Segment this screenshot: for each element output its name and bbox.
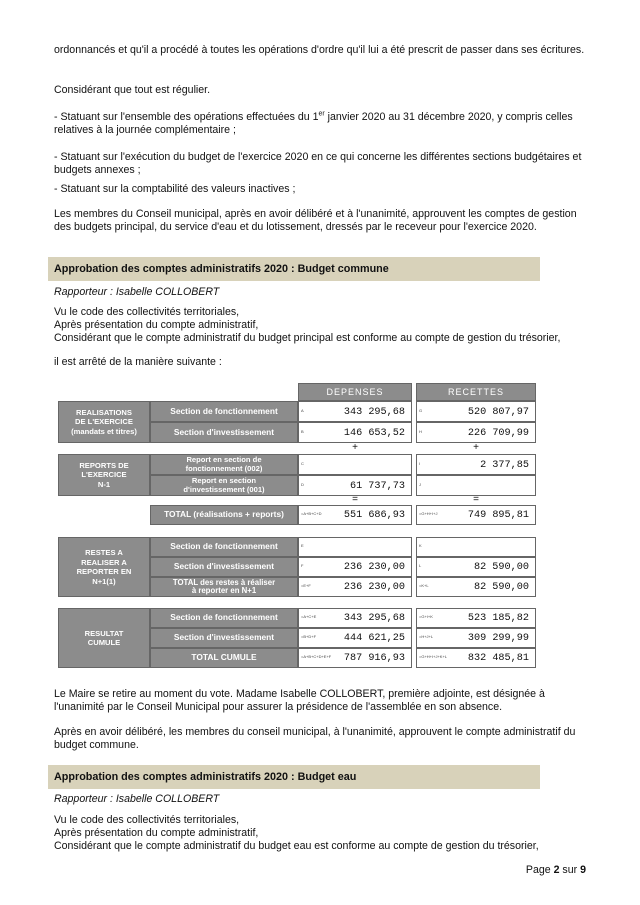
equals-depenses: = — [352, 494, 358, 505]
cell-total-recettes: =G+H+I+J 749 895,81 — [416, 505, 536, 525]
intro-2: Vu le code des collectivités territoriales, Après présentation du compte administratif, Considérant que le compte administratif du budget eau est conforme au compte de gestion du trésorier, — [54, 814, 539, 853]
label-g4-investissement: Section d'investissement — [150, 628, 298, 648]
cell-g1-fonct-depenses: A 343 295,68 — [298, 401, 412, 422]
cell-g4-fonct-recettes: =G+I+K 523 185,82 — [416, 608, 536, 628]
cell-g4-total-recettes: =G+H+I+J+K+L 832 485,81 — [416, 648, 536, 668]
cell-g4-invest-depenses: =B+D+F 444 621,25 — [298, 628, 412, 648]
paragraph-statuant-valeurs: - Statuant sur la comptabilité des valeurs inactives ; — [54, 183, 296, 195]
arrete-text: il est arrêté de la manière suivante : — [54, 356, 222, 368]
cell-g4-total-depenses: =A+B+C+D+E+F 787 916,93 — [298, 648, 412, 668]
paragraph-regulier: Considérant que tout est régulier. — [54, 84, 211, 96]
header-depenses: DEPENSES — [298, 383, 412, 401]
plus-depenses: + — [352, 442, 358, 453]
cell-g2-fonct-depenses: C — [298, 454, 412, 475]
paragraph-statuant-execution: - Statuant sur l'exécution du budget de l'exercice 2020 en ce qui concerne les différentes sections budgétaires et budgets annexes ; — [54, 151, 582, 177]
label-total-realisations-reports: TOTAL (réalisations + reports) — [150, 505, 298, 525]
cell-g1-invest-depenses: B 146 653,52 — [298, 422, 412, 443]
cell-g4-fonct-depenses: =A+C+E 343 295,68 — [298, 608, 412, 628]
label-g3-fonctionnement: Section de fonctionnement — [150, 537, 298, 557]
cell-g3-invest-recettes: L 82 590,00 — [416, 557, 536, 577]
intro-1: Vu le code des collectivités territoriales, Après présentation du compte administratif, Considérant que le compte administratif du budget principal est conforme au compte de gestion du trésorier, — [54, 306, 561, 345]
cell-total-depenses: =A+B+C+D 551 686,93 — [298, 505, 412, 525]
cell-g3-fonct-recettes: K — [416, 537, 536, 557]
cell-g2-invest-depenses: D 61 737,73 — [298, 475, 412, 496]
label-g1-fonctionnement: Section de fonctionnement — [150, 401, 298, 422]
label-g1-investissement: Section d'investissement — [150, 422, 298, 443]
cell-g4-invest-recettes: =H+J+L 309 299,99 — [416, 628, 536, 648]
cell-g3-total-depenses: =E+F 236 230,00 — [298, 577, 412, 597]
cell-g2-invest-recettes: J — [416, 475, 536, 496]
group-reports: REPORTS DE L'EXERCICE N-1 — [58, 454, 150, 496]
label-g4-total-cumule: TOTAL CUMULE — [150, 648, 298, 668]
label-g4-fonctionnement: Section de fonctionnement — [150, 608, 298, 628]
group-resultat-cumule: RESULTAT CUMULE — [58, 608, 150, 668]
rapporteur-2: Rapporteur : Isabelle COLLOBERT — [54, 793, 220, 805]
section-title-budget-eau: Approbation des comptes administratifs 2020 : Budget eau — [48, 765, 540, 789]
paragraph-statuant-operations: - Statuant sur l'ensemble des opérations effectuées du 1er janvier 2020 au 31 décembre 2020, y compris celles relatives à la journée complémentaire ; — [54, 110, 573, 137]
label-g2-report-fonctionnement: Report en section de fonctionnement (002) — [150, 454, 298, 475]
cell-g1-invest-recettes: H 226 709,99 — [416, 422, 536, 443]
plus-recettes: + — [473, 442, 479, 453]
group-restes-a-realiser: RESTES A REALISER A REPORTER EN N+1(1) — [58, 537, 150, 597]
cell-g3-fonct-depenses: E — [298, 537, 412, 557]
header-recettes: RECETTES — [416, 383, 536, 401]
paragraph-conseil-approuve: Les membres du Conseil municipal, après en avoir délibéré et à l'unanimité, approuvent les comptes de gestion des budgets principal, du service d'eau et du lotissement, dressés par le receveur pour l'exercice 2020. — [54, 208, 577, 234]
paragraph-maire-retire: Le Maire se retire au moment du vote. Madame Isabelle COLLOBERT, première adjointe, est désignée à l'unanimité par le Conseil Municipal pour assurer la présidence de l'assemblée en son absence. — [54, 688, 545, 714]
paragraph-approuvent-commune: Après en avoir délibéré, les membres du conseil municipal, à l'unanimité, approuvent le compte administratif du budget commune. — [54, 726, 576, 752]
cell-g3-total-recettes: =K+L 82 590,00 — [416, 577, 536, 597]
label-g2-report-investissement: Report en section d'investissement (001) — [150, 475, 298, 496]
page-number: Page 2 sur 9 — [525, 864, 586, 876]
label-g3-total-restes: TOTAL des restes à réaliser à reporter en N+1 — [150, 577, 298, 597]
section-title-budget-commune: Approbation des comptes administratifs 2020 : Budget commune — [48, 257, 540, 281]
equals-recettes: = — [473, 494, 479, 505]
paragraph-ordonnances: ordonnancés et qu'il a procédé à toutes les opérations d'ordre qu'il lui a été prescrit de passer dans ses écritures. — [54, 44, 585, 56]
cell-g2-fonct-recettes: I 2 377,85 — [416, 454, 536, 475]
cell-g3-invest-depenses: F 236 230,00 — [298, 557, 412, 577]
label-g3-investissement: Section d'investissement — [150, 557, 298, 577]
group-realisations: REALISATIONS DE L'EXERCICE (mandats et titres) — [58, 401, 150, 443]
rapporteur-1: Rapporteur : Isabelle COLLOBERT — [54, 286, 220, 298]
cell-g1-fonct-recettes: G 520 807,97 — [416, 401, 536, 422]
